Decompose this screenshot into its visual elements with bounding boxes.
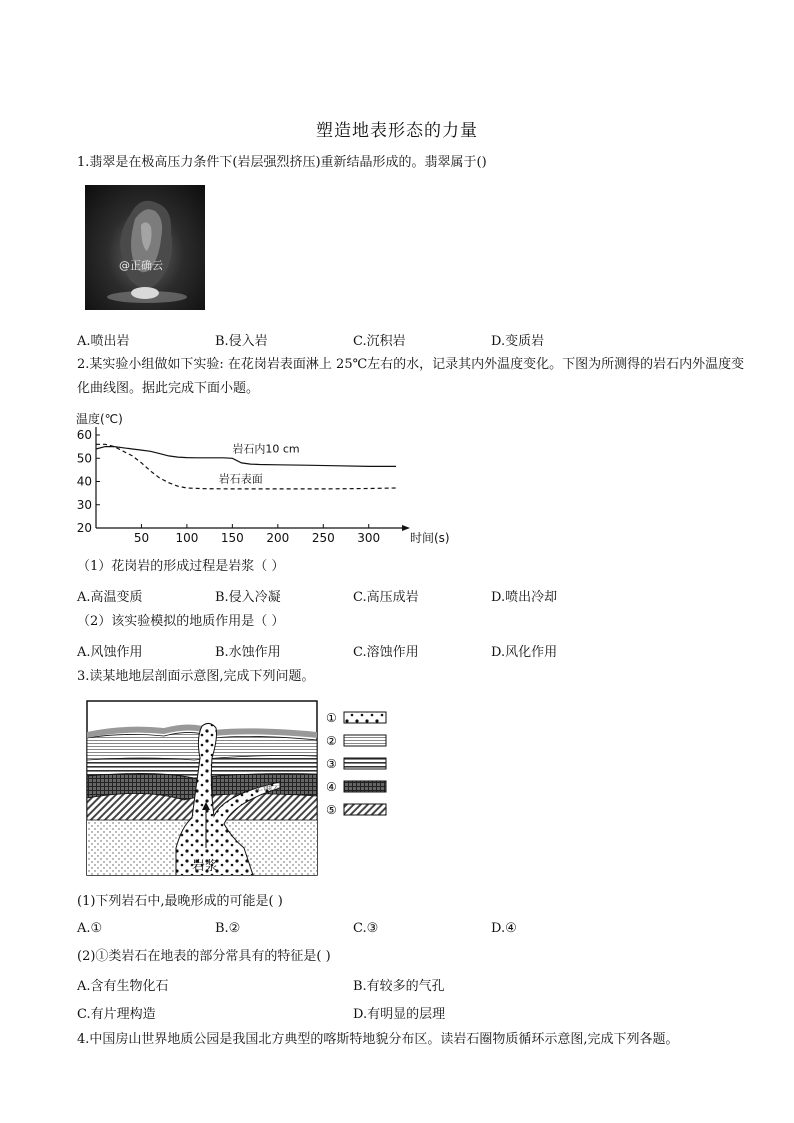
q2-sub1-option-d[interactable]: D.喷出冷却 xyxy=(491,590,558,605)
x-axis-arrow xyxy=(402,525,410,531)
legend-swatch-4 xyxy=(344,781,386,792)
strata-diagram xyxy=(84,698,394,878)
x-axis-title: 时间(s) xyxy=(410,531,450,545)
q2-sub1-option-a[interactable]: A.高温变质 xyxy=(77,590,143,605)
series-label-surface: 岩石表面 xyxy=(218,472,263,486)
y-tick-label: 40 xyxy=(76,474,92,489)
jade-photo xyxy=(85,185,205,310)
q2-sub1-option-b[interactable]: B.侵入冷凝 xyxy=(215,590,281,605)
q3-sub2-stem: (2)①类岩石在地表的部分常具有的特征是( ) xyxy=(77,949,331,964)
x-tick-label: 250 xyxy=(311,531,335,545)
q1-stem: 1.翡翠是在极高压力条件下(岩层强烈挤压)重新结晶形成的。翡翠属于() xyxy=(77,155,487,170)
x-tick-label: 50 xyxy=(133,531,150,545)
q3-sub1-option-b[interactable]: B.② xyxy=(215,921,241,936)
q4-stem: 4.中国房山世界地质公园是我国北方典型的喀斯特地貌分布区。读岩石圈物质循环示意图,完成下列各题。 xyxy=(77,1032,679,1047)
x-tick-label: 100 xyxy=(175,531,199,545)
q2-sub2-option-c[interactable]: C.溶蚀作用 xyxy=(353,645,419,660)
q2-sub1-stem: （1）花岗岩的形成过程是岩浆（ ） xyxy=(77,559,285,574)
q3-sub1-option-a[interactable]: A.① xyxy=(77,921,103,936)
legend-swatch-2 xyxy=(344,735,386,746)
legend-label-3: ③ xyxy=(326,757,337,771)
q2-sub2-option-d[interactable]: D.风化作用 xyxy=(491,645,558,660)
temperature-chart xyxy=(70,405,450,545)
q3-sub2-option-b[interactable]: B.有较多的气孔 xyxy=(353,979,445,994)
y-axis-title: 温度(℃) xyxy=(76,412,123,426)
q3-stem: 3.读某地地层剖面示意图,完成下列问题。 xyxy=(77,669,315,684)
x-tick-label: 300 xyxy=(357,531,381,545)
legend-label-5: ⑤ xyxy=(326,803,337,817)
magma-label: 岩浆 xyxy=(192,859,219,874)
x-tick-label: 200 xyxy=(266,531,290,545)
q1-option-b[interactable]: B.侵入岩 xyxy=(215,334,268,349)
q1-option-d[interactable]: D.变质岩 xyxy=(491,334,545,349)
q3-sub2-option-c[interactable]: C.有片理构造 xyxy=(77,1007,156,1022)
x-tick-label: 150 xyxy=(220,531,244,545)
legend-label-1: ① xyxy=(326,711,337,725)
q1-option-c[interactable]: C.沉积岩 xyxy=(353,334,406,349)
q3-sub1-stem: (1)下列岩石中,最晚形成的可能是( ) xyxy=(77,894,283,909)
legend-swatch-5 xyxy=(344,804,386,815)
q2-sub1-option-c[interactable]: C.高压成岩 xyxy=(353,590,419,605)
series-label-inner: 岩石内10 cm xyxy=(232,442,300,456)
photo-watermark: @正确云 xyxy=(119,259,163,272)
legend-swatch-1 xyxy=(344,712,386,723)
legend-label-4: ④ xyxy=(326,780,337,794)
q3-sub1-option-c[interactable]: C.③ xyxy=(353,921,379,936)
q3-sub1-option-d[interactable]: D.④ xyxy=(491,921,517,936)
q3-sub2-option-a[interactable]: A.含有生物化石 xyxy=(77,979,169,994)
y-tick-label: 20 xyxy=(76,521,92,535)
y-tick-label: 30 xyxy=(76,497,92,512)
strata-legend xyxy=(326,711,386,817)
q2-stem: 2.某实验小组做如下实验: 在花岗岩表面淋上 25℃左右的水，记录其内外温度变化。下图为所测得的岩石内外温度变化曲线图。据此完成下面小题。 xyxy=(77,357,745,396)
diagram-watermark: 正确云 xyxy=(254,783,282,793)
y-tick-label: 50 xyxy=(76,451,92,466)
legend-swatch-3 xyxy=(344,758,386,769)
y-tick-label: 60 xyxy=(76,428,92,442)
q2-sub2-option-b[interactable]: B.水蚀作用 xyxy=(215,645,281,660)
q2-sub2-option-a[interactable]: A.风蚀作用 xyxy=(77,645,143,660)
page-title: 塑造地表形态的力量 xyxy=(316,121,478,141)
q2-sub2-stem: （2）该实验模拟的地质作用是（ ） xyxy=(77,614,285,629)
q1-option-a[interactable]: A.喷出岩 xyxy=(77,334,130,349)
legend-label-2: ② xyxy=(326,734,337,748)
q3-sub2-option-d[interactable]: D.有明显的层理 xyxy=(353,1007,446,1022)
